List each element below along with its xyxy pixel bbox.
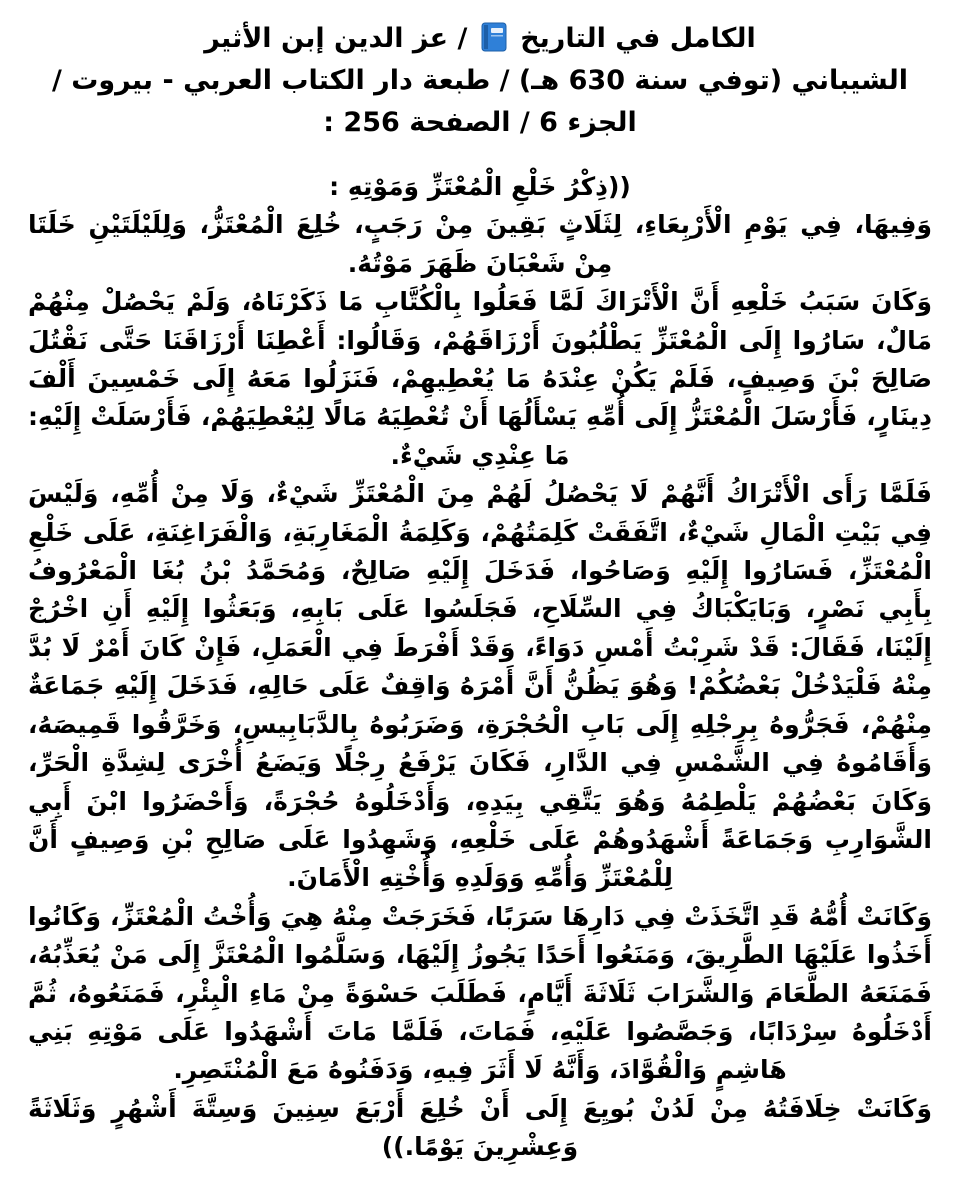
- header-line-3: الجزء 6 / الصفحة 256 :: [323, 107, 637, 138]
- quoted-text: [28, 168, 932, 1167]
- paragraph-1: وَفِيهَا، فِي يَوْمِ الْأَرْبِعَاءِ، لِثَلَاثٍ بَقِينَ مِنْ رَجَبٍ، خُلِعَ الْمُعْتَزُّ، وَلِلَيْلَتَيْنِ خَلَتَا مِنْ شَعْبَانَ ظَهَرَ مَوْتُهُ.: [28, 210, 932, 278]
- citation-header: [28, 18, 932, 144]
- author-name: / عز الدين إبن الأثير: [204, 23, 468, 54]
- paragraph-4: وَكَانَتْ أُمُّهُ قَدِ اتَّخَذَتْ فِي دَارِهَا سَرَبًا، فَخَرَجَتْ مِنْهُ هِيَ وَأُخْتُ الْمُعْتَزِّ، وَكَانُوا أَخَذُوا عَلَيْهَا الطَّرِيقَ، وَمَنَعُوا أَحَدًا يَجُوزُ إِلَيْهَا، وَسَلَّمُوا الْمُعْتَزَّ إِلَى مَنْ يُعَذِّبُهُ، فَمَنَعَهُ الطَّعَامَ وَالشَّرَابَ ثَلَاثَةَ أَيَّامٍ، فَطَلَبَ حَسْوَةً مِنْ مَاءِ الْبِئْرِ، فَمَنَعُوهُ، ثُمَّ أَدْخَلُوهُ سِرْدَابًا، وَجَصَّصُوا عَلَيْهِ، فَمَاتَ، فَلَمَّا مَاتَ أَشْهَدُوا عَلَى مَوْتِهِ بَنِي هَاشِمٍ وَالْقُوَّادَ، وَأَنَّهُ لَا أَثَرَ فِيهِ، وَدَفَنُوهُ مَعَ الْمُنْتَصِرِ.: [28, 901, 932, 1085]
- header-spacer: [28, 144, 932, 168]
- book-title: الكامل في التاريخ: [520, 23, 756, 54]
- blue-book-icon: [481, 22, 507, 52]
- paragraph-3: فَلَمَّا رَأَى الْأَتْرَاكُ أَنَّهُمْ لَا يَحْصُلُ لَهُمْ مِنَ الْمُعْتَزِّ شَيْءٌ، وَلَا مِنْ أُمِّهِ، وَلَيْسَ فِي بَيْتِ الْمَالِ شَيْءٌ، اتَّفَقَتْ كَلِمَتُهُمْ، وَكَلِمَةُ الْمَغَارِبَةِ، وَالْفَرَاغِنَةِ، عَلَى خَلْعِ الْمُعْتَزِّ، فَسَارُوا إِلَيْهِ وَصَاحُوا، فَدَخَلَ إِلَيْهِ صَالِحٌ، وَمُحَمَّدُ بْنُ بُغَا الْمَعْرُوفُ بِأَبِي نَصْرٍ، وَبَايَكْبَاكُ فِي السِّلَاحِ، فَجَلَسُوا عَلَى بَابِهِ، وَبَعَثُوا إِلَيْهِ أَنِ اخْرُجْ إِلَيْنَا، فَقَالَ: قَدْ شَرِبْتُ أَمْسِ دَوَاءً، وَقَدْ أَفْرَطَ فِي الْعَمَلِ، فَإِنْ كَانَ أَمْرٌ لَا بُدَّ مِنْهُ فَلْيَدْخُلْ بَعْضُكُمْ! وَهُوَ يَظُنُّ أَنَّ أَمْرَهُ وَاقِفٌ عَلَى حَالِهِ، فَدَخَلَ إِلَيْهِ جَمَاعَةٌ مِنْهُمْ، فَجَرُّوهُ بِرِجْلِهِ إِلَى بَابِ الْحُجْرَةِ، وَضَرَبُوهُ بِالدَّبَابِيسِ، وَخَرَّقُوا قَمِيصَهُ، وَأَقَامُوهُ فِي الشَّمْسِ فِي الدَّارِ، فَكَانَ يَرْفَعُ رِجْلًا وَيَضَعُ أُخْرَى لِشِدَّةِ الْحَرِّ، وَكَانَ بَعْضُهُمْ يَلْطِمُهُ وَهُوَ يَتَّقِي بِيَدِهِ، وَأَدْخَلُوهُ حُجْرَةً، وَأَحْضَرُوا ابْنَ أَبِي الشَّوَارِبِ وَجَمَاعَةً أَشْهَدُوهُمْ عَلَى خَلْعِهِ، وَشَهِدُوا عَلَى صَالِحِ بْنِ وَصِيفٍ أَنَّ لِلْمُعْتَزِّ وَأُمِّهِ وَوَلَدِهِ وَأُخْتِهِ الْأَمَانَ.: [28, 479, 932, 893]
- paragraph-5: وَكَانَتْ خِلَافَتُهُ مِنْ لَدُنْ بُويِعَ إِلَى أَنْ خُلِعَ أَرْبَعَ سِنِينَ وَسِتَّةَ أَشْهُرٍ وَثَلَاثَةً وَعِشْرِينَ يَوْمًا.)): [28, 1093, 932, 1162]
- header-line-1: [28, 18, 932, 60]
- section-title: ((ذِكْرُ خَلْعِ الْمُعْتَزِّ وَمَوْتِهِ :: [329, 172, 631, 201]
- header-line-2: الشيباني (توفي سنة 630 هـ) / طبعة دار الكتاب العربي - بيروت /: [51, 65, 909, 96]
- paragraph-2: وَكَانَ سَبَبُ خَلْعِهِ أَنَّ الْأَتْرَاكَ لَمَّا فَعَلُوا بِالْكُتَّابِ مَا ذَكَرْنَاهُ، وَلَمْ يَحْصُلْ مِنْهُمْ مَالٌ، سَارُوا إِلَى الْمُعْتَزِّ يَطْلُبُونَ أَرْزَاقَهُمْ، وَقَالُوا: أَعْطِنَا أَرْزَاقَنَا حَتَّى نَقْتُلَ صَالِحَ بْنَ وَصِيفٍ، فَلَمْ يَكُنْ عِنْدَهُ مَا يُعْطِيهِمْ، فَنَزَلُوا مَعَهُ إِلَى خَمْسِينَ أَلْفَ دِينَارٍ، فَأَرْسَلَ الْمُعْتَزُّ إِلَى أُمِّهِ يَسْأَلُهَا أَنْ تُعْطِيَهُ مَالًا لِيُعْطِيَهُمْ، فَأَرْسَلَتْ إِلَيْهِ: مَا عِنْدِي شَيْءٌ.: [28, 287, 932, 470]
- blue-book-icon-svg: [481, 22, 507, 52]
